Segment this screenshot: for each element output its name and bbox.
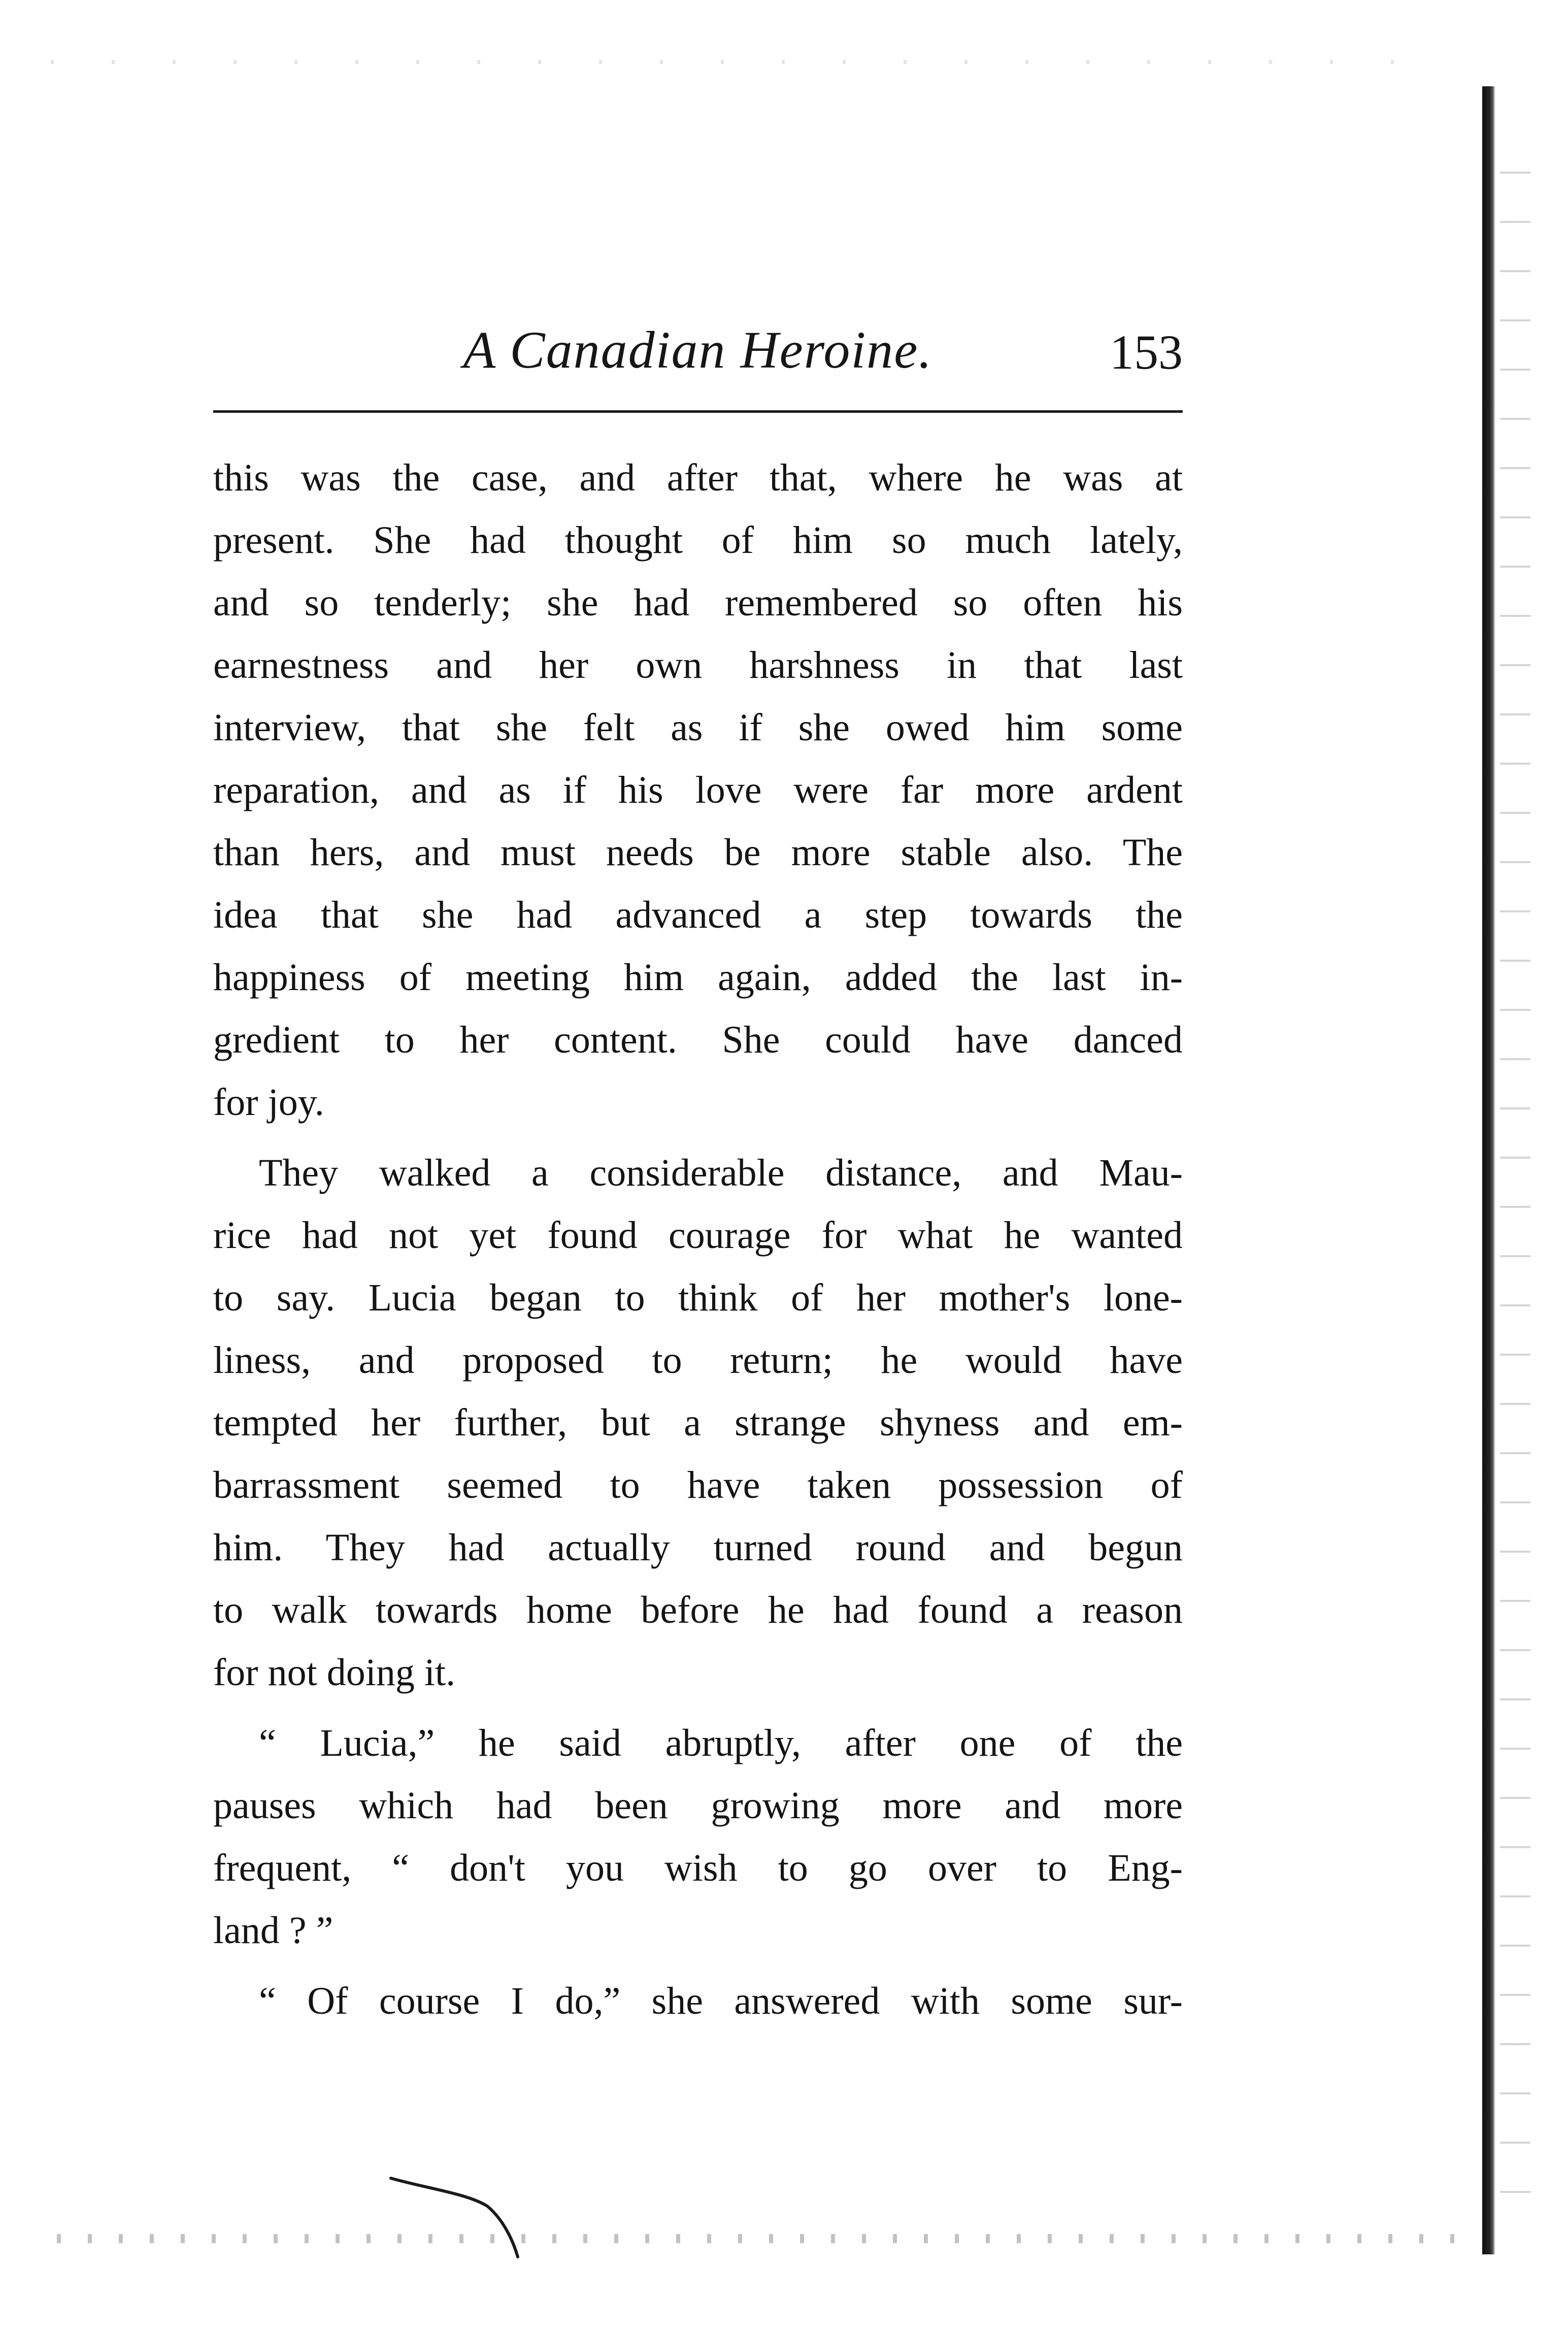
text-line: reparation, and as if his love were far more ardent xyxy=(213,769,1183,811)
text-line: liness, and proposed to return; he would have xyxy=(213,1339,1183,1382)
text-line: frequent, “ don't you wish to go over to Eng- xyxy=(213,1847,1183,1889)
page-number: 153 xyxy=(1110,325,1183,379)
paragraph xyxy=(213,1142,1183,1704)
text-line: this was the case, and after that, where he was at xyxy=(213,456,1183,499)
text-line: barrassment seemed to have taken possession of xyxy=(213,1464,1183,1506)
text-line: earnestness and her own harshness in that last xyxy=(213,644,1183,686)
text-line: to walk towards home before he had found a reason xyxy=(213,1589,1183,1631)
text-line: present. She had thought of him so much lately, xyxy=(213,519,1183,562)
paragraph xyxy=(213,447,1183,1134)
paragraph xyxy=(213,1970,1183,2032)
text-line: land ? ” xyxy=(213,1909,333,1952)
text-line: to say. Lucia began to think of her mother's lone- xyxy=(213,1276,1183,1319)
text-line: for not doing it. xyxy=(213,1651,456,1694)
text-line: gredient to her content. She could have danced xyxy=(213,1019,1183,1061)
text-line: and so tenderly; she had remembered so often his xyxy=(213,581,1183,624)
scan-noise-edge xyxy=(1500,152,1530,2209)
text-line: “ Of course I do,” she answered with some sur- xyxy=(259,1980,1183,2022)
body-text xyxy=(213,447,1183,2032)
text-line: pauses which had been growing more and more xyxy=(213,1784,1183,1827)
text-line: than hers, and must needs be more stable also. The xyxy=(213,831,1183,874)
text-line: “ Lucia,” he said abruptly, after one of the xyxy=(259,1722,1183,1764)
paragraph xyxy=(213,1712,1183,1962)
text-line: rice had not yet found courage for what he wanted xyxy=(213,1214,1183,1257)
scan-noise-bottom xyxy=(46,2234,1457,2243)
text-line: happiness of meeting him again, added the last in- xyxy=(213,956,1183,999)
running-title: A Canadian Heroine. xyxy=(463,321,933,379)
text-line: interview, that she felt as if she owed him some xyxy=(213,706,1183,749)
binding-shadow xyxy=(1482,86,1495,2254)
header-rule xyxy=(213,410,1183,413)
scan-noise-top xyxy=(30,60,1452,64)
pen-stroke-mark xyxy=(386,2158,548,2259)
text-line: him. They had actually turned round and begun xyxy=(213,1526,1183,1569)
text-line: They walked a considerable distance, and Mau- xyxy=(259,1152,1183,1194)
text-line: tempted her further, but a strange shyness and em- xyxy=(213,1401,1183,1444)
running-header xyxy=(213,310,1183,386)
text-line: idea that she had advanced a step towards the xyxy=(213,894,1183,936)
text-line: for joy. xyxy=(213,1081,324,1124)
